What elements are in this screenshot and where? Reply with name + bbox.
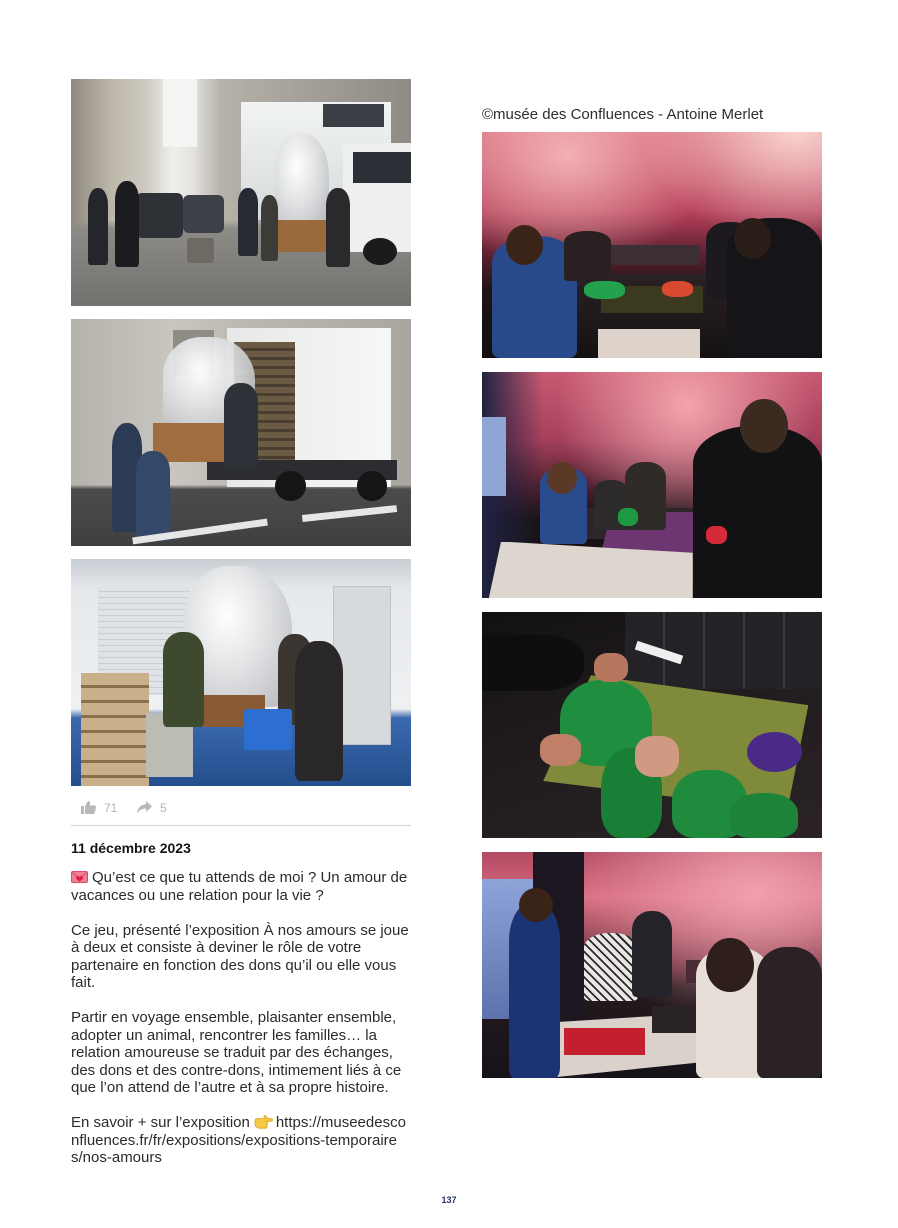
divider	[71, 825, 411, 826]
person	[163, 632, 204, 727]
person	[509, 902, 560, 1078]
person	[564, 231, 612, 281]
share-arrow-icon	[136, 800, 153, 815]
person	[88, 188, 108, 265]
red-cards	[662, 281, 693, 297]
text-line: vacances ou une relation pour la vie ?	[71, 886, 324, 904]
exhibition-url[interactable]: s/nos-amours	[71, 1149, 162, 1166]
truck-wheel	[357, 471, 388, 501]
green-heart-card	[730, 793, 798, 838]
exhibition-url[interactable]: nfluences.fr/fr/expositions/expositions-temporaire	[71, 1131, 397, 1149]
text-line	[71, 1114, 411, 1132]
context-paragraph	[71, 1009, 411, 1097]
info-panel	[611, 245, 699, 265]
table-front-panel	[598, 329, 700, 358]
wooden-crate	[278, 220, 329, 252]
person-head	[740, 399, 788, 453]
text-line: relation amoureuse se traduit par des échanges,	[71, 1044, 393, 1061]
text-line: fait.	[71, 974, 96, 991]
photo-game-players-1	[482, 132, 822, 358]
hand	[540, 734, 581, 766]
wrapped-statue	[275, 133, 329, 228]
person	[238, 188, 258, 256]
green-cards	[584, 281, 625, 299]
post-body	[71, 869, 411, 1184]
thumbs-up-icon	[80, 800, 97, 815]
photo-truck-loading	[71, 319, 411, 546]
red-card	[706, 526, 726, 544]
person-head	[547, 462, 578, 494]
pointing-hand-icon	[254, 1115, 273, 1134]
text-line: Partir en voyage ensemble, plaisanter ensemble,	[71, 1009, 397, 1026]
green-card	[618, 508, 638, 526]
red-panel	[564, 1028, 646, 1055]
text-line: que l’on attend de l’autre et à sa propre histoire.	[71, 1079, 389, 1096]
bollard	[187, 238, 214, 263]
person	[757, 947, 822, 1078]
refrigeration-unit	[323, 104, 384, 127]
person	[632, 911, 673, 997]
page-number: 137	[441, 1195, 457, 1205]
person	[224, 383, 258, 467]
purple-circle	[747, 732, 801, 773]
share-count: 5	[160, 801, 167, 815]
post-date: 11 décembre 2023	[71, 840, 191, 856]
person	[584, 933, 638, 1001]
hand	[594, 653, 628, 682]
photo-street-statue-transport	[71, 79, 411, 306]
person	[136, 451, 170, 542]
text-line: partenaire en fonction des dons qu’il ou elle vous	[71, 956, 397, 974]
truck-wheel	[363, 238, 397, 265]
link-lead-text: En savoir + sur l’exposition	[71, 1114, 250, 1131]
person	[261, 195, 278, 261]
parked-car	[183, 195, 224, 234]
dark-arm	[482, 635, 584, 692]
road-marking	[302, 505, 397, 522]
photo-game-players-2	[482, 372, 822, 598]
reactions-bar	[71, 799, 411, 817]
intro-paragraph	[71, 869, 411, 904]
truck-windshield	[353, 152, 411, 184]
description-paragraph	[71, 922, 411, 992]
pallet-jack	[244, 709, 292, 750]
photo-credit: ©musée des Confluences - Antoine Merlet	[482, 106, 764, 123]
photo-game-cards-closeup	[482, 612, 822, 838]
person-head	[706, 938, 754, 992]
text-line: à deux et consiste à deviner le rôle de votre	[71, 939, 362, 956]
text-line: des dons et des contre-dons, intimement liés à ce	[71, 1061, 402, 1079]
shelving	[81, 673, 149, 787]
person	[295, 641, 343, 782]
sky	[163, 79, 197, 147]
photo-warehouse-unloading	[71, 559, 411, 786]
text-line: adopter un animal, rencontrer les familles… la	[71, 1026, 377, 1044]
wall-screen	[482, 417, 506, 496]
person	[326, 188, 350, 267]
text-segment: Qu’est ce que tu attends de moi ? Un amour de	[92, 869, 408, 886]
text-line	[71, 869, 411, 887]
text-line: Ce jeu, présenté l’exposition À nos amours se joue	[71, 921, 409, 939]
person	[115, 181, 139, 267]
truck-wheel	[275, 471, 306, 501]
link-paragraph	[71, 1114, 411, 1167]
exhibition-url[interactable]: https://museedesco	[275, 1114, 406, 1131]
person-head	[734, 218, 771, 259]
hand	[635, 736, 679, 777]
photo-game-players-3	[482, 852, 822, 1078]
love-letter-icon	[71, 870, 88, 889]
parked-car	[136, 193, 184, 238]
like-count: 71	[104, 801, 118, 815]
